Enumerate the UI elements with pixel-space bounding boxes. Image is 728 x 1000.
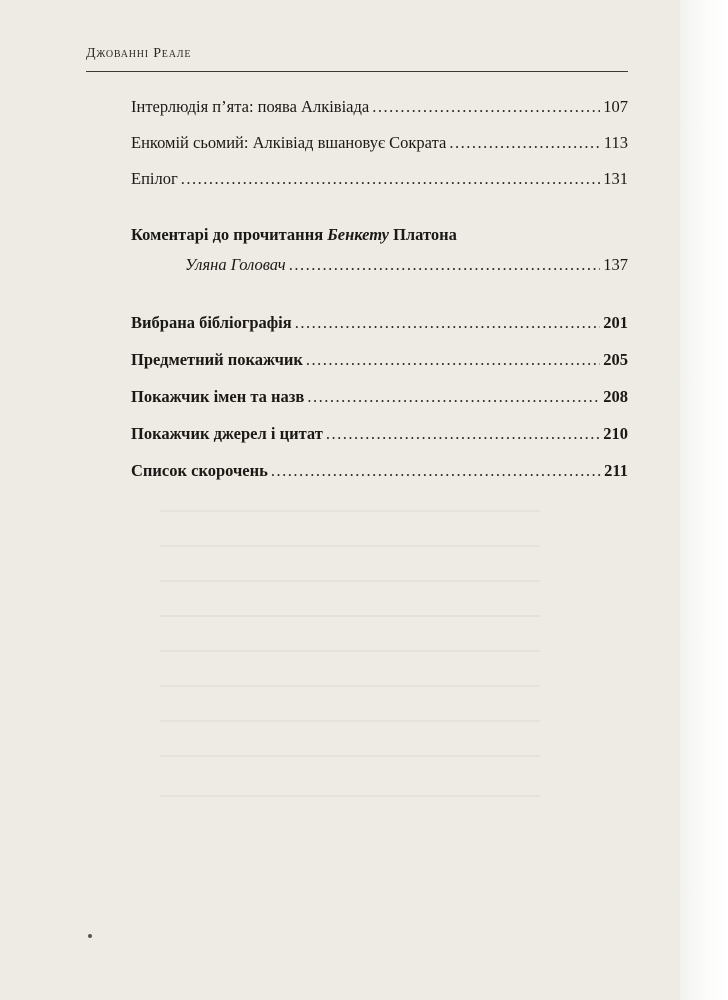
page-margin: [680, 0, 728, 1000]
toc-entry-title: Епілог: [131, 169, 178, 188]
show-through-line: [160, 510, 540, 512]
commentary-author: Уляна Головач: [185, 255, 286, 274]
dot-leader: [372, 96, 600, 118]
show-through-line: [160, 615, 540, 617]
show-through-line: [160, 685, 540, 687]
show-through-line: [160, 580, 540, 582]
toc-entry-page: 201: [603, 313, 628, 332]
toc-entry: [131, 349, 628, 371]
dot-leader: [295, 312, 601, 334]
commentary-author-entry: [131, 254, 628, 276]
show-through-line: [160, 720, 540, 722]
dot-leader: [181, 168, 601, 190]
header-rule: [86, 71, 628, 72]
commentary-heading-end: Платона: [388, 225, 457, 244]
toc-entry: [131, 312, 628, 334]
toc-entry-page: 205: [603, 350, 628, 369]
toc-entry: [131, 132, 628, 154]
toc-entry: [131, 96, 628, 118]
toc-entry-page: 131: [603, 169, 628, 188]
dot-leader: [326, 423, 600, 445]
toc-entry-page: 208: [603, 387, 628, 406]
toc-entry: [131, 168, 628, 190]
toc-entry-page: 107: [603, 97, 628, 116]
dot-leader: [289, 254, 601, 276]
dot-leader: [271, 460, 601, 482]
commentary-page: 137: [603, 255, 628, 274]
show-through-line: [160, 545, 540, 547]
toc-entry-page: 210: [603, 424, 628, 443]
dot-leader: [449, 132, 601, 154]
toc-entry: [131, 386, 628, 408]
toc-entry-title: Енкомій сьомий: Алківіад вшановує Сократа: [131, 133, 447, 152]
table-of-contents: [131, 96, 628, 482]
dot-leader: [307, 386, 600, 408]
toc-entry-title: Покажчик імен та назв: [131, 387, 305, 406]
toc-entry: [131, 423, 628, 445]
toc-entry-title: Покажчик джерел і цитат: [131, 424, 323, 443]
dot-leader: [306, 349, 600, 371]
show-through-line: [160, 650, 540, 652]
toc-entry-title: Інтерлюдія п’ята: поява Алківіада: [131, 97, 370, 116]
toc-entry-page: 113: [603, 133, 628, 152]
show-through-line: [160, 795, 540, 797]
commentary-heading-italic: Бенкету: [327, 225, 389, 244]
page-speck: [88, 934, 92, 938]
toc-entry-title: Список скорочень: [131, 461, 268, 480]
commentary-heading-start: Коментарі до прочитання: [131, 225, 328, 244]
show-through-line: [160, 755, 540, 757]
running-head: Джованні Реале: [86, 46, 192, 61]
toc-entry-title: Вибрана бібліографія: [131, 313, 292, 332]
toc-entry: [131, 460, 628, 482]
toc-entry-title: Предметний покажчик: [131, 350, 303, 369]
commentary-heading: [131, 224, 628, 246]
toc-entry-page: 211: [604, 461, 628, 480]
